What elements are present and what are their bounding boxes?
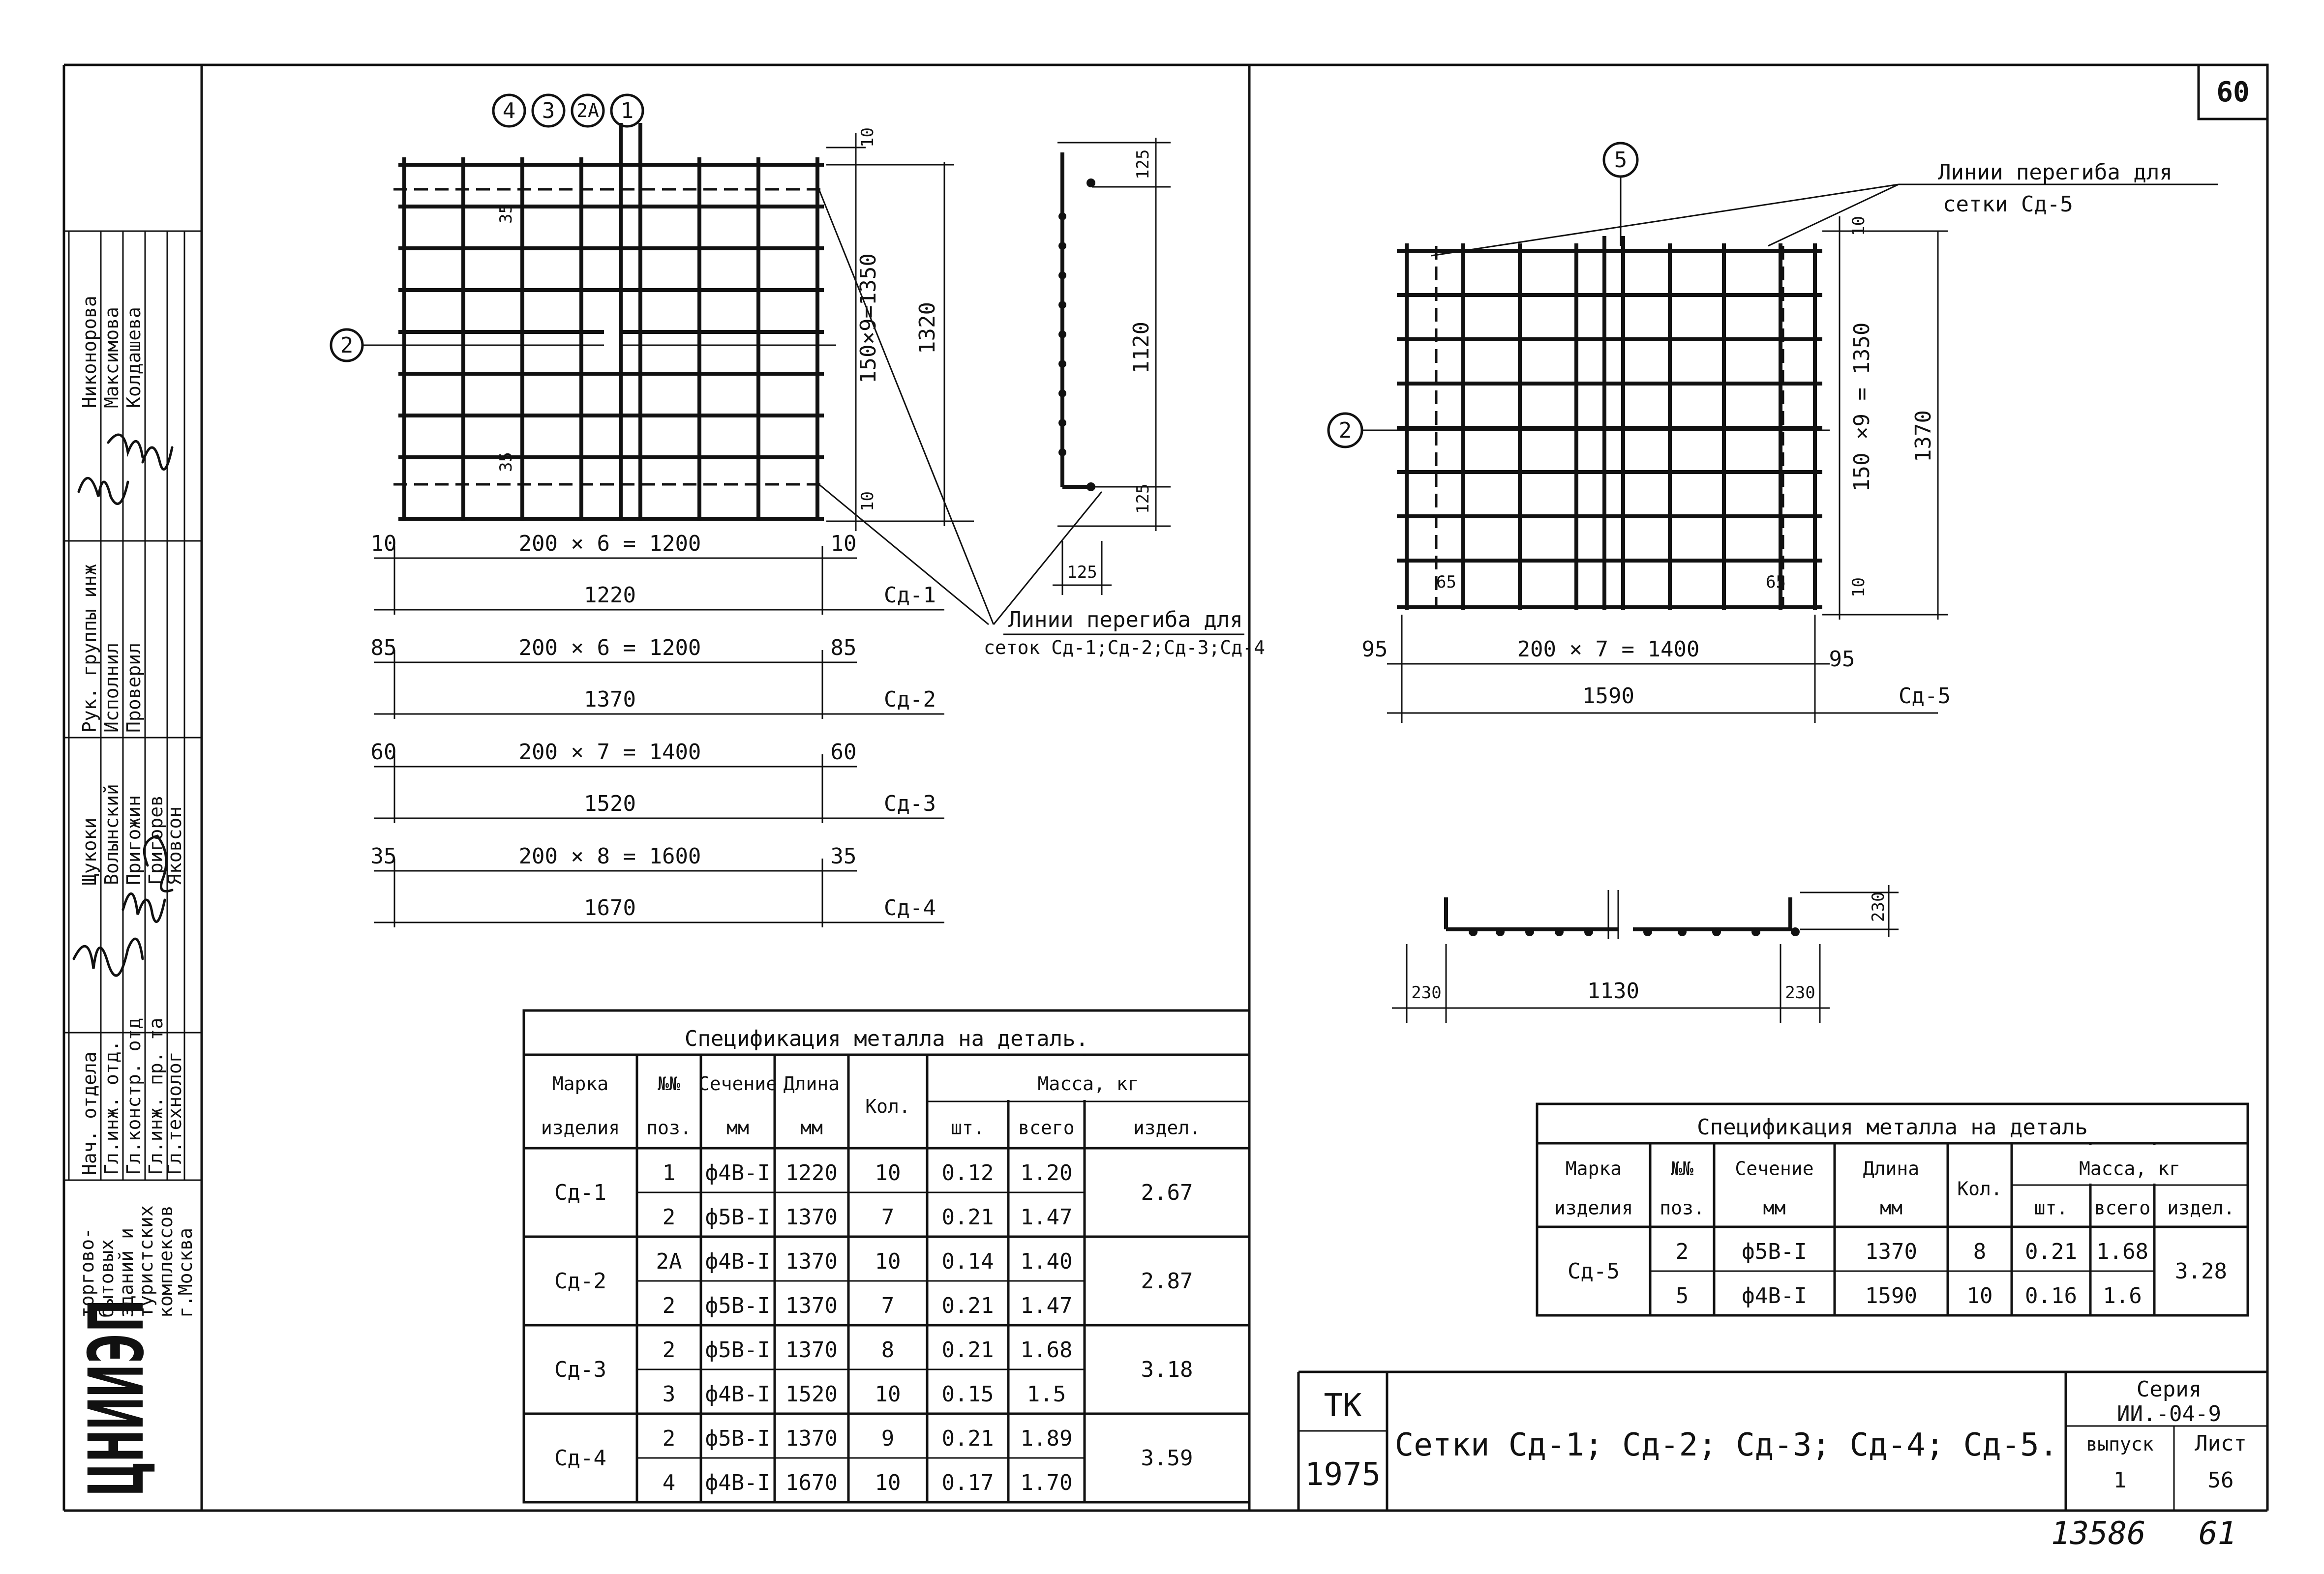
- spec_right-h-mass-total: всего: [2094, 1197, 2151, 1219]
- name-a-0: Щукоки: [79, 817, 100, 885]
- side-callout-2: 2: [340, 333, 354, 358]
- series-value: ИИ.-04-9: [2117, 1401, 2221, 1426]
- dim-row-0-mark: Сд-1: [884, 583, 936, 608]
- spec_left-r0-1-section: ф5В-I: [705, 1204, 771, 1230]
- spec_right-h-pos-2: поз.: [1660, 1197, 1705, 1219]
- profile-dim-1120: 1120: [1129, 322, 1154, 374]
- name-b-2: Колдашева: [123, 307, 145, 408]
- spec_right-r0-0-pos: 2: [1675, 1239, 1689, 1264]
- right-dim-1320: 1320: [915, 302, 940, 354]
- left-bend-profile: [1053, 138, 1171, 595]
- right-profile-height: 230: [1869, 891, 1888, 922]
- spec_right-r0-1-pos: 5: [1675, 1283, 1689, 1308]
- left-right-dims: [826, 127, 974, 531]
- dim-row-3-total: 1670: [584, 895, 636, 921]
- right-row-right: 95: [1829, 647, 1855, 672]
- right-mesh-horizontal-bars: [1397, 251, 1822, 607]
- spec_left-h-mass-item: издел.: [1133, 1117, 1201, 1139]
- issue-label: выпуск: [2086, 1433, 2154, 1455]
- name-a-2: Пригожин: [123, 795, 145, 885]
- spec_right-h-mass-item: издел.: [2167, 1197, 2235, 1219]
- profile-dim-125-width: 125: [1067, 563, 1097, 582]
- spec_left-r3-1-length: 1670: [785, 1470, 838, 1495]
- dim-row-2-mid: 200 × 7 = 1400: [518, 740, 701, 765]
- spec_left-g0-item-mass: 2.67: [1141, 1180, 1193, 1205]
- spec_left-h-qty: Кол.: [865, 1095, 910, 1117]
- org-desc-5: г.Москва: [175, 1227, 196, 1318]
- title-year: 1975: [1304, 1456, 1381, 1493]
- dim-35-bottom: 35: [496, 452, 516, 472]
- spec_left-r1-0-qty: 10: [875, 1248, 901, 1274]
- spec_right-r0-1-qty: 10: [1966, 1283, 1993, 1308]
- spec_left-r3-0-length: 1370: [785, 1426, 838, 1451]
- role-b-2: Проверил: [123, 642, 145, 733]
- series-label: Серия: [2136, 1377, 2202, 1402]
- dim-row-1-mark: Сд-2: [884, 687, 936, 712]
- spec_left-r0-0-unit: 0.12: [941, 1160, 994, 1186]
- spec_right-g0-item-mass: 3.28: [2175, 1259, 2227, 1284]
- right-bend-profile: [1392, 885, 1899, 1023]
- spec_left-r0-1-unit: 0.21: [941, 1204, 994, 1230]
- spec_left-g1-mark: Сд-2: [554, 1269, 606, 1294]
- spec_left-r1-0-total: 1.40: [1020, 1248, 1073, 1274]
- right-dim-10-bottom: 10: [858, 491, 877, 511]
- spec_left-h-mass-unit: шт.: [951, 1117, 985, 1139]
- spec_right-r0-1-section: ф4В-I: [1742, 1283, 1807, 1308]
- dim-row-2-left: 60: [370, 740, 397, 765]
- right-bend-note-1: Линии перегиба для: [1938, 160, 2173, 185]
- spec_left-r0-0-section: ф4В-I: [705, 1160, 771, 1186]
- callout-1: 1: [620, 98, 634, 123]
- spec_left-r0-0-qty: 10: [875, 1160, 901, 1186]
- spec_left-r2-1-unit: 0.15: [941, 1381, 994, 1407]
- drawing-title: Сетки Сд-1; Сд-2; Сд-3; Сд-4; Сд-5.: [1394, 1427, 2058, 1463]
- spec_left-h-pos-1: №№: [658, 1073, 680, 1095]
- right-inner-65-left: 65: [1436, 572, 1456, 592]
- spec_left-h-mass-total: всего: [1018, 1117, 1075, 1139]
- spec_left-r1-1-section: ф5В-I: [705, 1293, 771, 1318]
- spec_left-r1-1-unit: 0.21: [941, 1293, 994, 1318]
- right-dim-1350: 150 ×9 = 1350: [1849, 322, 1874, 492]
- left-dim-rows: [371, 531, 944, 927]
- spec_left-r0-1-total: 1.47: [1020, 1204, 1073, 1230]
- right-dim-1350: 150×9=1350: [856, 253, 881, 384]
- left-bend-note-2: сеток Сд-1;Сд-2;Сд-3;Сд-4: [984, 637, 1265, 658]
- org-desc-1: бытовых: [96, 1239, 118, 1318]
- spec_left-h-section-1: Сечение: [698, 1073, 778, 1095]
- spec_right-r0-0-qty: 8: [1973, 1239, 1987, 1264]
- spec_right-h-mass: Масса, кг: [2079, 1158, 2180, 1180]
- right-dim-1370: 1370: [1911, 410, 1936, 462]
- role-b-1: Исполнил: [101, 642, 122, 733]
- spec_left-g1-item-mass: 2.87: [1141, 1269, 1193, 1294]
- profile-dim-125-bottom: 125: [1133, 483, 1153, 514]
- spec_right-h-pos-1: №№: [1671, 1158, 1693, 1180]
- spec_left-g3-mark: Сд-4: [554, 1446, 606, 1471]
- role-a-1: Гл.инж. отд.: [101, 1040, 122, 1175]
- dim-row-0-left: 10: [370, 531, 397, 556]
- spec_left-r2-0-pos: 2: [662, 1337, 676, 1363]
- org-desc-3: туристских: [135, 1205, 157, 1318]
- right-dim-10-bottom: 10: [1849, 577, 1869, 597]
- spec_left-r0-0-total: 1.20: [1020, 1160, 1073, 1186]
- name-a-4: Яковсон: [164, 806, 185, 885]
- callouts-top: [493, 95, 643, 126]
- right-mesh-drawing: [1328, 143, 2218, 1023]
- title-tk: ТК: [1324, 1388, 1362, 1424]
- spec_left-r2-0-unit: 0.21: [941, 1337, 994, 1363]
- spec_left-r1-1-pos: 2: [662, 1293, 676, 1318]
- dim-row-0-total: 1220: [584, 583, 636, 608]
- dim-row-1-right: 85: [830, 635, 857, 660]
- spec_left-r1-1-total: 1.47: [1020, 1293, 1073, 1318]
- spec_right-h-qty: Кол.: [1957, 1178, 2002, 1200]
- spec_left-r3-1-total: 1.70: [1020, 1470, 1073, 1495]
- right-bend-note-2: сетки Сд-5: [1943, 192, 2073, 217]
- spec_left-h-mark-1: Марка: [552, 1073, 609, 1095]
- right-profile-right: 230: [1785, 983, 1815, 1003]
- spec_left-title: Спецификация металла на деталь.: [684, 1026, 1089, 1051]
- spec_left-r0-1-pos: 2: [662, 1204, 676, 1230]
- sheet-value: 56: [2207, 1468, 2234, 1493]
- spec_left-r2-1-total: 1.5: [1026, 1381, 1066, 1407]
- spec_right-h-mark-2: изделия: [1554, 1197, 1633, 1219]
- dim-row-3-left: 35: [370, 844, 397, 869]
- name-a-3: Григорев: [145, 795, 167, 885]
- spec_left-r3-0-unit: 0.21: [941, 1426, 994, 1451]
- spec_left-r2-0-total: 1.68: [1020, 1337, 1073, 1363]
- spec_left-r1-1-qty: 7: [881, 1293, 895, 1318]
- spec_left-r3-0-pos: 2: [662, 1426, 676, 1451]
- spec_left-r3-0-section: ф5В-I: [705, 1426, 771, 1451]
- spec_right-h-section-2: мм: [1763, 1197, 1786, 1219]
- right-side-callout-2: 2: [1338, 418, 1352, 443]
- org-desc-2: зданий и: [116, 1227, 137, 1318]
- spec_left-r1-0-length: 1370: [785, 1248, 838, 1274]
- spec_left-r2-1-qty: 10: [875, 1381, 901, 1407]
- spec_right-r0-1-unit: 0.16: [2025, 1283, 2077, 1308]
- spec_left-r2-0-section: ф5В-I: [705, 1337, 771, 1363]
- spec_left-r3-1-qty: 10: [875, 1470, 901, 1495]
- spec_right-h-mark-1: Марка: [1565, 1158, 1622, 1180]
- role-a-3: Гл.инж. пр. та: [145, 1017, 167, 1175]
- spec_left-h-length-1: Длина: [783, 1073, 840, 1095]
- dim-row-3-right: 35: [830, 844, 857, 869]
- dim-row-1-total: 1370: [584, 687, 636, 712]
- dim-row-2-right: 60: [830, 740, 857, 765]
- right-dim-10-top: 10: [1849, 216, 1869, 236]
- handwritten-number-2: 61: [2199, 1515, 2237, 1552]
- spec_left-r3-1-unit: 0.17: [941, 1470, 994, 1495]
- role-a-0: Нач. отдела: [79, 1051, 100, 1175]
- role-a-4: Гл.технолог: [164, 1051, 185, 1175]
- name-a-1: Волынский: [101, 784, 122, 885]
- title-block: [1298, 1372, 2267, 1511]
- dim-row-1-left: 85: [370, 635, 397, 660]
- dim-row-3-mark: Сд-4: [884, 895, 936, 921]
- spec_left-r2-1-section: ф4В-I: [705, 1381, 771, 1407]
- issue-value: 1: [2113, 1468, 2127, 1493]
- spec_right-r0-1-total: 1.6: [2103, 1283, 2142, 1308]
- dim-row-3-mid: 200 × 8 = 1600: [518, 844, 701, 869]
- dim-row-0-mid: 200 × 6 = 1200: [518, 531, 701, 556]
- org-name: ЦНИИЭП: [72, 1299, 161, 1495]
- spec_left-r1-0-section: ф4В-I: [705, 1248, 771, 1274]
- spec_left-r3-0-total: 1.89: [1020, 1426, 1073, 1451]
- left-bend-note-1: Линии перегиба для: [1008, 607, 1243, 632]
- right-dim-10-top: 10: [858, 127, 877, 148]
- name-b-1: Максимова: [101, 307, 122, 408]
- spec_left-g0-mark: Сд-1: [554, 1180, 606, 1205]
- spec_right-h-length-2: мм: [1880, 1197, 1902, 1219]
- callout-3: 3: [542, 98, 555, 123]
- page-number: 60: [2216, 76, 2250, 108]
- spec_right-r0-0-unit: 0.21: [2025, 1239, 2077, 1264]
- callout-2a: 2A: [576, 100, 599, 121]
- spec_right-h-mass-unit: шт.: [2034, 1197, 2068, 1219]
- dim-row-2-total: 1520: [584, 791, 636, 816]
- right-mesh-vertical-bars: [1407, 236, 1815, 610]
- spec_left-g2-item-mass: 3.18: [1141, 1357, 1193, 1382]
- right-row-left: 95: [1361, 637, 1388, 662]
- spec_left-r0-1-length: 1370: [785, 1204, 838, 1230]
- right-row-total: 1590: [1582, 683, 1634, 709]
- spec_left-r3-0-qty: 9: [881, 1426, 895, 1451]
- spec_left-r3-1-section: ф4В-I: [705, 1470, 771, 1495]
- right-inner-65-right: 65: [1766, 572, 1786, 592]
- role-b-0: Рук. группы инж: [79, 564, 100, 733]
- spec_left-r0-0-length: 1220: [785, 1160, 838, 1186]
- right-row-mid: 200 × 7 = 1400: [1517, 637, 1700, 662]
- spec_right-r0-0-section: ф5В-I: [1742, 1239, 1807, 1264]
- sheet-label: Лист: [2195, 1431, 2247, 1456]
- page-number-box: [2199, 65, 2267, 119]
- spec_left-r2-1-pos: 3: [662, 1381, 676, 1407]
- spec_right-title: Спецификация металла на деталь: [1697, 1115, 2088, 1140]
- spec_left-r0-1-qty: 7: [881, 1204, 895, 1230]
- spec_right-r0-0-length: 1370: [1865, 1239, 1917, 1264]
- spec_left-r2-0-qty: 8: [881, 1337, 895, 1363]
- spec_left-r2-0-length: 1370: [785, 1337, 838, 1363]
- dim-35-top: 35: [496, 204, 516, 224]
- spec_right-g0-mark: Сд-5: [1568, 1259, 1620, 1284]
- org-desc-0: торгово-: [76, 1227, 98, 1318]
- spec_left-r1-0-pos: 2А: [656, 1248, 682, 1274]
- spec_left-r1-1-length: 1370: [785, 1293, 838, 1318]
- spec-table-left: [524, 1010, 1249, 1502]
- right-profile-mid: 1130: [1587, 979, 1639, 1004]
- spec_left-h-pos-2: поз.: [646, 1117, 692, 1139]
- name-b-0: Никонорова: [79, 296, 100, 408]
- handwritten-number-1: 13586: [2051, 1515, 2146, 1552]
- left-mesh-drawing: [331, 95, 1265, 927]
- spec_left-r1-0-unit: 0.14: [941, 1248, 994, 1274]
- spec_right-r0-1-length: 1590: [1865, 1283, 1917, 1308]
- dim-row-0-right: 10: [830, 531, 857, 556]
- right-profile-left: 230: [1411, 983, 1442, 1003]
- role-a-2: Гл.констр. отд: [123, 1017, 145, 1175]
- spec_left-h-mark-2: изделия: [541, 1117, 620, 1139]
- spec_left-g2-mark: Сд-3: [554, 1357, 606, 1382]
- right-dim-row: [1362, 615, 1951, 723]
- right-row-mark: Сд-5: [1899, 683, 1951, 709]
- spec_left-h-section-2: мм: [726, 1117, 749, 1139]
- spec_right-r0-0-total: 1.68: [2096, 1239, 2148, 1264]
- spec_left-r3-1-pos: 4: [662, 1470, 676, 1495]
- spec_right-h-section-1: Сечение: [1735, 1158, 1814, 1180]
- org-desc-4: комплексов: [155, 1205, 177, 1318]
- spec_left-g3-item-mass: 3.59: [1141, 1446, 1193, 1471]
- spec_left-h-mass: Масса, кг: [1037, 1073, 1139, 1095]
- right-callout-5: 5: [1614, 148, 1628, 173]
- spec-table-right: [1537, 1104, 2248, 1315]
- callout-4: 4: [502, 98, 516, 123]
- spec_left-r2-1-length: 1520: [785, 1381, 838, 1407]
- spec_left-r0-0-pos: 1: [662, 1160, 676, 1186]
- side-stamp: [64, 231, 202, 1495]
- spec_left-h-length-2: мм: [800, 1117, 823, 1139]
- spec_right-h-length-1: Длина: [1863, 1158, 1920, 1180]
- dim-row-2-mark: Сд-3: [884, 791, 936, 816]
- profile-dim-125-top: 125: [1133, 149, 1153, 179]
- dim-row-1-mid: 200 × 6 = 1200: [518, 635, 701, 660]
